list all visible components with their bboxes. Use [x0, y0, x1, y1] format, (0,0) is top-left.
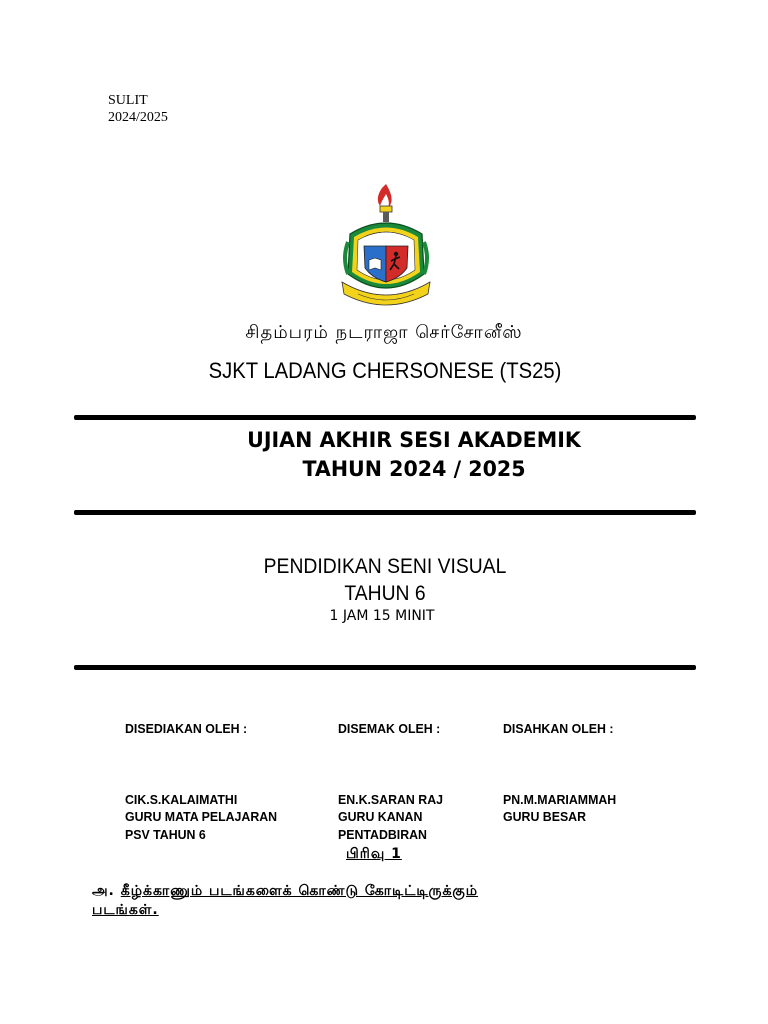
exam-title-line2: TAHUN 2024 / 2025 [302, 457, 526, 481]
exam-title-line1: UJIAN AKHIR SESI AKADEMIK [247, 428, 581, 452]
divider-rule-bottom [74, 665, 696, 670]
session-year: 2024/2025 [108, 110, 168, 125]
exam-title [8, 426, 768, 484]
question-text-line1: கீழ்க்காணும் படங்களைக் கொண்டு கோடிட்டிருக்கும் [120, 883, 479, 899]
book-icon [369, 258, 381, 270]
signatory-position: GURU KANAN [338, 809, 423, 824]
signatory-prepared-by [125, 720, 277, 843]
signatory-name: PN.M.MARIAMMAH [503, 791, 617, 807]
question-item [92, 882, 652, 920]
school-name: SJKT LADANG CHERSONESE (TS25) [208, 358, 562, 383]
section-title: பிரிவு 1 [346, 846, 402, 862]
torch-flame-icon [378, 184, 392, 208]
signatory-role-label: DISEDIAKAN OLEH : [125, 721, 248, 736]
signatory-role-label: DISEMAK OLEH : [338, 721, 441, 736]
signatory-role-label: DISAHKAN OLEH : [503, 721, 614, 736]
subject-name: PENDIDIKAN SENI VISUAL [263, 555, 507, 578]
signatory-position: PSV TAHUN 6 [125, 826, 206, 842]
signatory-name: CIK.S.KALAIMATHI [125, 791, 238, 807]
classification-label: SULIT [108, 93, 148, 108]
divider-rule-top [74, 415, 696, 420]
signatory-name: EN.K.SARAN RAJ [338, 791, 443, 807]
exam-duration: 1 JAM 15 MINIT [329, 608, 435, 624]
signatory-position: GURU MATA PELAJARAN [125, 809, 278, 824]
signatory-approved-by [503, 720, 616, 826]
signatory-position: PENTADBIRAN [338, 826, 427, 842]
question-number: அ. [92, 883, 115, 899]
divider-rule-middle [74, 510, 696, 515]
subject-block [31, 553, 739, 607]
signatory-checked-by [338, 720, 443, 843]
signatory-position: GURU BESAR [503, 809, 587, 824]
subject-year: TAHUN 6 [344, 582, 426, 605]
header-block [108, 92, 168, 126]
question-text-line2: படங்கள். [92, 902, 159, 918]
school-name-tamil: சிதம்பரம் நடராஜா செர்சோனீஸ் [245, 322, 523, 343]
school-crest-logo [338, 182, 434, 318]
